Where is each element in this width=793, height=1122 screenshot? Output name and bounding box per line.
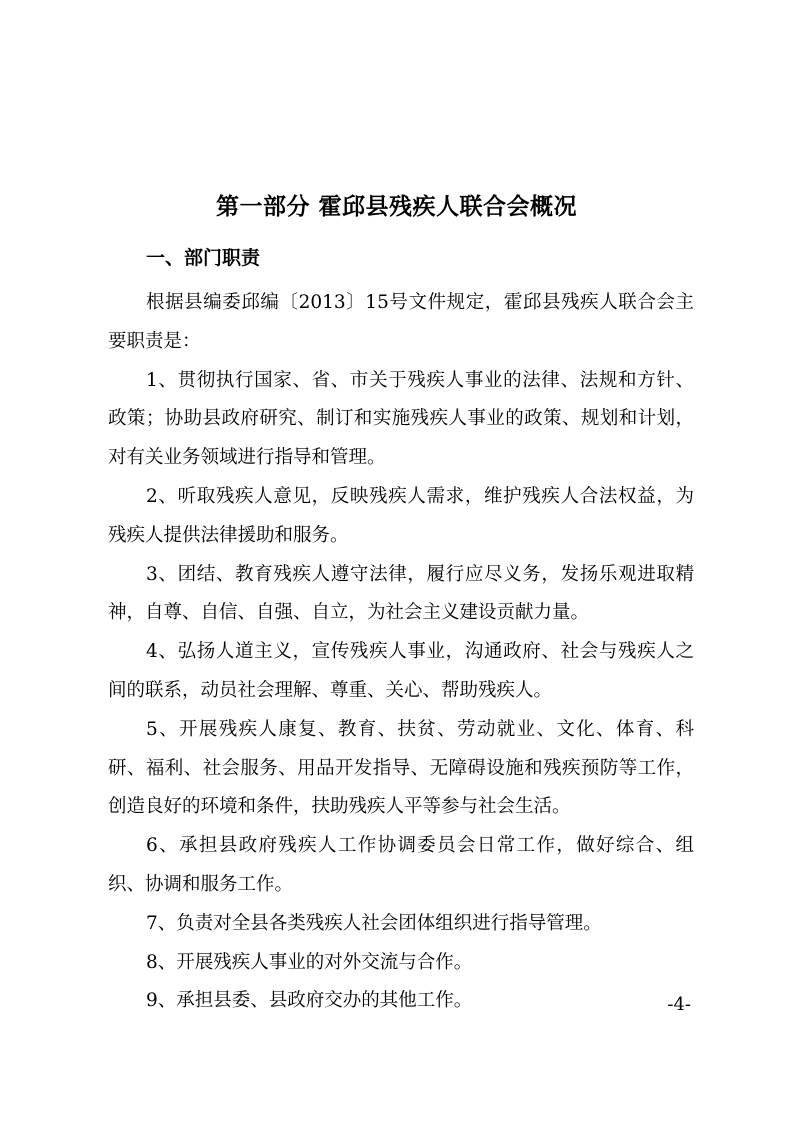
page-title: 第一部分 霍邱县残疾人联合会概况: [215, 194, 577, 220]
paragraph-duty-1: 1、贯彻执行国家、省、市关于残疾人事业的法律、法规和方针、政策；协助县政府研究、制订和实施残疾人事业的政策、规划和计划，对有关业务领域进行指导和管理。: [108, 369, 694, 469]
paragraph-duty-7: 7、负责对全县各类残疾人社会团体组织进行指导管理。: [146, 912, 602, 934]
paragraph-duty-4: 4、弘扬人道主义，宣传残疾人事业，沟通政府、社会与残疾人之间的联系，动员社会理解、尊重、关心、帮助残疾人。: [108, 641, 694, 701]
paragraph-intro: 根据县编委邱编〔2013〕15号文件规定，霍邱县残疾人联合会主要职责是：: [108, 292, 694, 352]
paragraph-duty-6: 6、承担县政府残疾人工作协调委员会日常工作，做好综合、组织、协调和服务工作。: [108, 835, 694, 895]
paragraph-duty-3: 3、团结、教育残疾人遵守法律，履行应尽义务，发扬乐观进取精神，自尊、自信、自强、自立，为社会主义建设贡献力量。: [108, 563, 694, 624]
page-number: -4-: [667, 994, 691, 1015]
paragraph-duty-2: 2、听取残疾人意见，反映残疾人需求，维护残疾人合法权益，为残疾人提供法律援助和服务。: [108, 485, 694, 546]
body-text: [108, 284, 694, 1021]
section-heading: 一、部门职责: [146, 247, 261, 269]
paragraph-duty-9: 9、承担县委、县政府交办的其他工作。: [146, 990, 473, 1012]
paragraph-duty-8: 8、开展残疾人事业的对外交流与合作。: [146, 951, 473, 973]
paragraph-duty-5: 5、开展残疾人康复、教育、扶贫、劳动就业、文化、体育、科研、福利、社会服务、用品开发指导、无障碍设施和残疾预防等工作，创造良好的环境和条件，扶助残疾人平等参与社会生活。: [108, 718, 694, 818]
